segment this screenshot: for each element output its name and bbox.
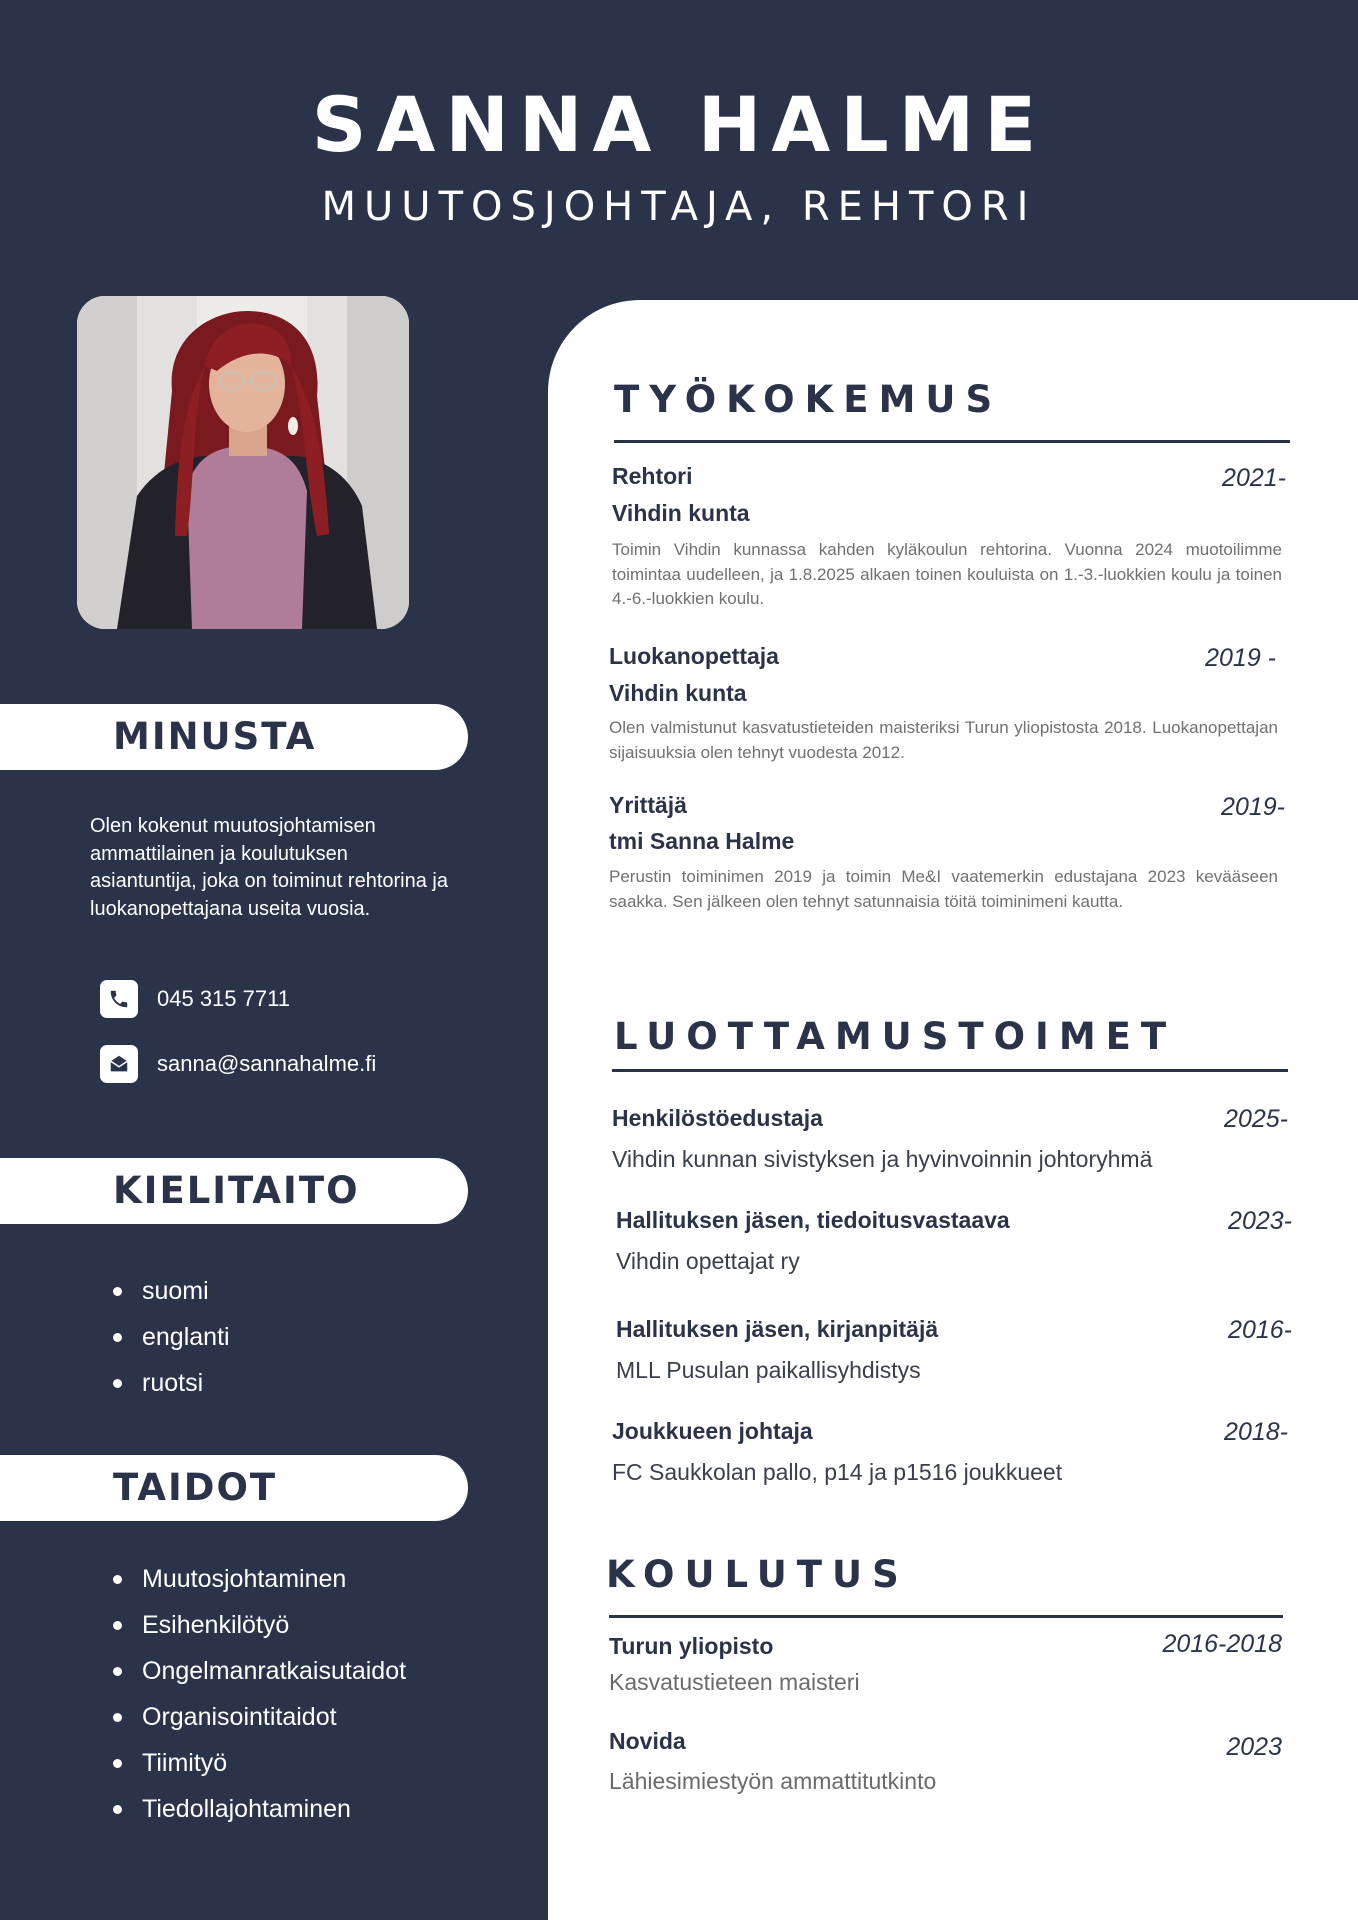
experience-year: 2019 - <box>1205 644 1276 672</box>
experience-org: tmi Sanna Halme <box>609 828 795 854</box>
experience-rule <box>614 440 1290 443</box>
list-item: Tiimityö <box>113 1740 406 1786</box>
about-heading: MINUSTA <box>113 715 317 758</box>
positions-rule <box>612 1069 1288 1072</box>
profile-photo <box>77 296 409 629</box>
email-icon <box>100 1045 138 1083</box>
about-text: Olen kokenut muutosjohtamisen ammattilainen ja koulutuksen asiantuntija, joka on toiminut rehtorina ja luokanopettajana useita vuosia. <box>90 815 448 920</box>
contact-email <box>100 1045 376 1083</box>
education-degree: Kasvatustieteen maisteri <box>609 1669 860 1695</box>
experience-year: 2021- <box>1222 464 1286 492</box>
languages-heading: KIELITAITO <box>113 1169 360 1212</box>
contact-phone <box>100 980 290 1018</box>
position-year: 2025- <box>1224 1105 1288 1133</box>
position-title: Hallituksen jäsen, tiedoitusvastaava <box>616 1207 1010 1233</box>
education-school: Novida <box>609 1728 686 1754</box>
languages-heading-pill <box>0 1158 468 1224</box>
position-year: 2023- <box>1228 1207 1292 1235</box>
education-heading: KOULUTUS <box>606 1553 909 1596</box>
list-item: Organisointitaidot <box>113 1694 406 1740</box>
experience-heading: TYÖKOKEMUS <box>614 378 1003 421</box>
position-title: Henkilöstöedustaja <box>612 1105 823 1131</box>
positions-heading: LUOTTAMUSTOIMET <box>614 1015 1177 1058</box>
about-heading-pill <box>0 704 468 770</box>
position-org: MLL Pusulan paikallisyhdistys <box>616 1357 921 1383</box>
skills-list <box>113 1556 406 1832</box>
experience-description: Toimin Vihdin kunnassa kahden kyläkoulun rehtorina. Vuonna 2024 muotoilimme toimintaa uudelleen, ja 1.8.2025 alkaen toinen kouluista on 1.-3.-luokkien koulu ja toinen 4.-6.-luokkien koulu. <box>612 540 1282 608</box>
experience-description: Olen valmistunut kasvatustieteiden maisteriksi Turun yliopistosta 2018. Luokanopettajan sijaisuuksia olen tehnyt vuodesta 2012. <box>609 718 1278 762</box>
phone-icon <box>100 980 138 1018</box>
experience-org: Vihdin kunta <box>609 680 747 706</box>
position-org: Vihdin opettajat ry <box>616 1248 800 1274</box>
experience-org: Vihdin kunta <box>612 500 750 526</box>
position-year: 2018- <box>1224 1418 1288 1446</box>
list-item: Esihenkilötyö <box>113 1602 406 1648</box>
position-title: Joukkueen johtaja <box>612 1418 813 1444</box>
skills-heading-pill <box>0 1455 468 1521</box>
position-year: 2016- <box>1228 1316 1292 1344</box>
phone-number[interactable]: 045 315 7711 <box>157 986 290 1011</box>
position-org: FC Saukkolan pallo, p14 ja p1516 joukkueet <box>612 1459 1063 1485</box>
languages-list <box>113 1268 230 1406</box>
list-item: suomi <box>113 1268 230 1314</box>
list-item: Tiedollajohtaminen <box>113 1786 406 1832</box>
position-title: Hallituksen jäsen, kirjanpitäjä <box>616 1316 939 1342</box>
education-degree: Lähiesimiestyön ammattitutkinto <box>609 1768 937 1794</box>
experience-year: 2019- <box>1221 793 1285 821</box>
experience-title: Luokanopettaja <box>609 643 779 669</box>
list-item: Muutosjohtaminen <box>113 1556 406 1602</box>
person-name: SANNA HALME <box>311 80 1047 169</box>
education-year: 2023 <box>1226 1733 1282 1761</box>
education-school: Turun yliopisto <box>609 1633 774 1659</box>
experience-title: Yrittäjä <box>609 792 687 818</box>
skills-heading: TAIDOT <box>113 1466 278 1509</box>
list-item: englanti <box>113 1314 230 1360</box>
education-year: 2016-2018 <box>1162 1630 1282 1658</box>
list-item: Ongelmanratkaisutaidot <box>113 1648 406 1694</box>
position-org: Vihdin kunnan sivistyksen ja hyvinvoinnin johtoryhmä <box>612 1146 1153 1172</box>
email-address[interactable]: sanna@sannahalme.fi <box>157 1051 377 1076</box>
experience-title: Rehtori <box>612 463 693 489</box>
list-item: ruotsi <box>113 1360 230 1406</box>
person-role: MUUTOSJOHTAJA, REHTORI <box>321 184 1037 230</box>
education-rule <box>609 1615 1283 1618</box>
experience-description: Perustin toiminimen 2019 ja toimin Me&I vaatemerkin edustajana 2023 kevääseen saakka. Sen jälkeen olen tehnyt satunnaisia töitä toiminimeni kautta. <box>609 867 1278 911</box>
